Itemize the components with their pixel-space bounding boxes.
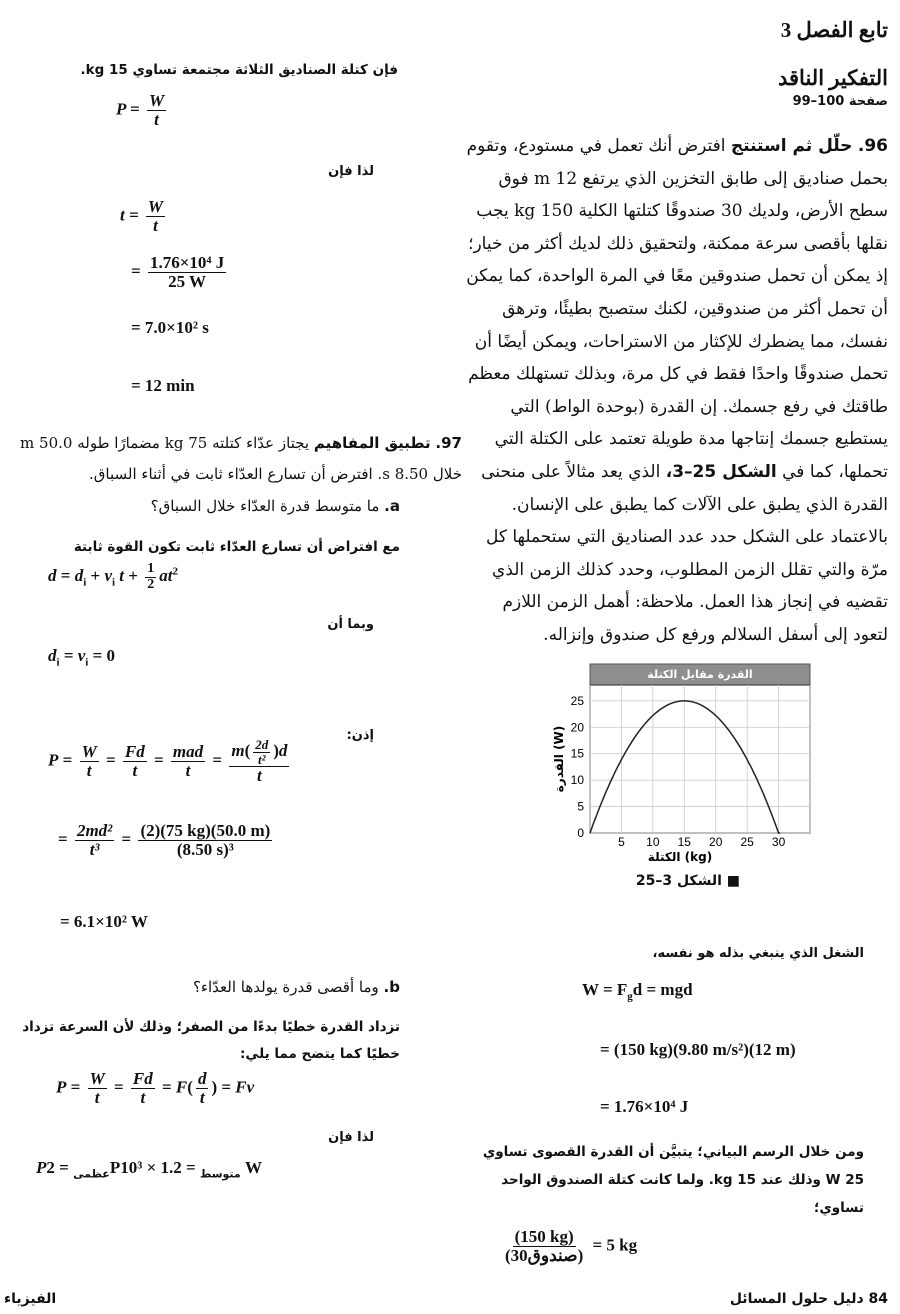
mass-numerator: (150 kg) [514,1227,574,1246]
part-b-text: وما أقصى قدرة يولدها العدّاء؟ [192,978,379,996]
work-intro: الشغل الذي ينبغي بذله هو نفسه، [652,946,864,961]
caption-label: الشكل [676,873,722,889]
y-tick-label: 20 [570,720,584,735]
footer-subject: الفيزياء [4,1291,57,1307]
average-power-substitution: = $\frac{\text{2md²}}{\text{t³}}$ = $\frac{(2)(75 kg)(50.0 m)}{\text{(8.50 s)³}}$ [58,821,271,859]
power-lhs: P = [116,99,140,119]
time-seconds: = 7.0×10² s [131,318,209,337]
part-b-answer: تزداد القدرة خطيًا بدءًا من الصفر؛ وذلك لأن السرعة تزداد خطيًا كما يتضح مما يلي: [22,1019,400,1062]
work-result: = 1.76×10⁴ J [600,1097,689,1116]
part-a [151,497,400,515]
chapter-title: تابع الفصل 3 [780,18,888,42]
time-minutes: = 12 min [131,376,195,395]
work-eq-sub: g [627,990,633,1003]
average-power-derivation: P = $\frac{W}{t}$ = $\frac{Fd}{t}$ = $\frac{\text{mad}}{t}$ = m( $\frac{2d}{\text{t²}}$ )d t [48,737,288,786]
pmax-value: = 1.2 × 10³ W [120,1158,262,1177]
origin-label: 0 [577,826,584,840]
chart-title: القدرة مقابل الكتلة [647,668,753,681]
power-num: W [148,91,165,110]
question-97-number: 97. [435,434,462,452]
footer-page: 84 دليل حلول المسائل [729,1291,888,1307]
pmax-sub: عظمى [73,1167,110,1181]
y-tick-label: 5 [577,799,584,814]
pavg-sub: متوسط [199,1167,241,1181]
figure-caption [600,873,740,889]
work-eq-part: W = F [582,980,628,999]
chart-svg [545,660,815,875]
question-text-continued: الذي يعد مثالاً على منحنى القدرة الذي يطبق على الآلات كما يطبق على الإنسان. بالاعتماد على الشكل حدد عدد الصناديق التي ستحملها كل مرّة والتي تقلل الزمن المطلوب، وحدد كذلك الزمن الذي تقضيه في إنجاز هذا العمل. ملاحظة: أهمل الزمن اللازم لتعود إلى أسفل السلالم ورفع كل صندوق وإنزاله. [481,461,888,645]
caption-bullet-icon: ■ [726,873,740,889]
mass-denominator: (30صندوق) [505,1245,584,1265]
page-reference: صفحة 100–99 [792,94,888,109]
combined-mass-text: فإن كتلة الصناديق الثلاثة مجتمعة تساوي 15 kg. [80,62,398,78]
average-power-result: = 6.1×10² W [60,912,148,931]
x-tick-label: 30 [771,835,786,849]
instant-power-derivation: P = $\frac{W}{t}$ = $\frac{Fd}{t}$ = F( $\frac{d}{t}$ ) = Fv [56,1069,255,1107]
question-97-lead: تطبيق المفاهيم [313,434,431,452]
initial-conditions: $d_i = v_i = 0$ [48,646,116,669]
graph-analysis-text: ومن خلال الرسم البياني؛ يتبيَّن أن القدرة القصوى تساوي 25 W وذلك عند 15 kg. ولما كانت كتلة الصندوق الواحد تساوي؛ [482,1144,864,1216]
plot-area [590,685,810,833]
x-axis-label: الكتلة (kg) [647,850,713,864]
therefore-label-1: لذا فإن [328,164,374,179]
part-b-label: b. [383,978,400,996]
x-tick-label: 15 [677,835,691,849]
power-den: t [154,109,159,129]
power-definition [116,92,169,129]
section-title: التفكير الناقد [778,66,888,90]
then-label: إذن: [346,728,374,743]
max-power-result: P $_{عظمى}$ = 2P $_{متوسط}$ = 1.2 × 10³ W [36,1158,262,1181]
caption-number: 3–25 [635,873,673,889]
time-num: W [147,197,164,216]
y-tick-label: 25 [570,693,584,708]
kinematics-equation: $d = d_i + v_i$ t + $\frac{1}{2}$ $at^2$ [48,561,178,592]
time-den: t [153,215,158,235]
y-tick-label: 15 [570,746,584,761]
time-lhs: t = [120,205,139,225]
x-tick-label: 20 [709,835,723,849]
question-text: افترض أنك تعمل في مستودع، وتقوم بحمل صناديق إلى طابق التخزين الذي يرتفع 12 m فوق سطح الأرض، ولديك 30 صندوقًا كتلتها الكلية 150 kg يجب نقلها بأقصى سرعة ممكنة، ولتحقيق ذلك لديك أكثر من خيار؛ إذ يمكن أن تحمل صندوقين معًا في المرة الواحدة، كما يمكن أن تحمل أكثر من صندوقين، لكنك ستصبح بطيئًا، وترهق نفسك، مما يضطرك للإكثار من الاستراحات، ويمكن أيضًا أن تحمل صندوقًا واحدًا فقط في كل مرة، وبذلك تستهلك معظم طاقتك في رفع جسمك. إن القدرة (بوحدة الواط) التي يستطيع جسمك إنتاجها مدة طويلة تعتمد على الكتلة التي تحملها، كما في [466,136,888,482]
question-number: 96. [857,136,888,156]
time-definition [120,198,168,235]
x-tick-label: 5 [618,835,625,849]
y-axis-label: القدرة (W) [552,725,566,793]
work-value: = (150 kg)(9.80 m/s²)(12 m) [600,1040,796,1059]
time-substitution: = $\frac{\text{1.76×10⁴ J}}{25 W}$ [131,253,225,291]
therefore-label-2: لذا فإن [328,1130,374,1145]
time-sub-num: 1.76×10⁴ J [149,253,225,272]
question-lead: حلّل ثم استنتج [730,136,853,156]
work-eq-part2: d = mgd [632,980,693,999]
box-mass-equation [500,1228,637,1265]
part-a-label: a. [384,497,400,515]
x-tick-label: 10 [646,835,660,849]
since-label: وبما أن [327,617,374,632]
work-equation [582,980,693,1002]
constant-force-assumption: مع افتراض أن تسارع العدّاء ثابت تكون القوة ثابتة [73,539,400,555]
x-tick-label: 25 [740,835,754,849]
part-a-text: ما متوسط قدرة العدّاء خلال السباق؟ [150,497,380,515]
question-97-text: يجتاز عدّاء كتلته 75 kg مضمارًا طوله 50.0 m خلال 8.50 s. افترض أن تسارع العدّاء ثابت في أثناء السباق. [20,434,462,483]
pmax-eq: = 2P [46,1158,121,1177]
question-97 [2,428,462,490]
mass-result: = 5 kg [592,1235,638,1255]
question-96 [463,130,888,652]
power-mass-chart [545,660,815,875]
time-sub-den: 25 W [168,271,207,291]
y-tick-label: 10 [570,773,584,788]
part-b [193,978,400,996]
figure-reference: الشكل 25–3، [665,461,777,482]
